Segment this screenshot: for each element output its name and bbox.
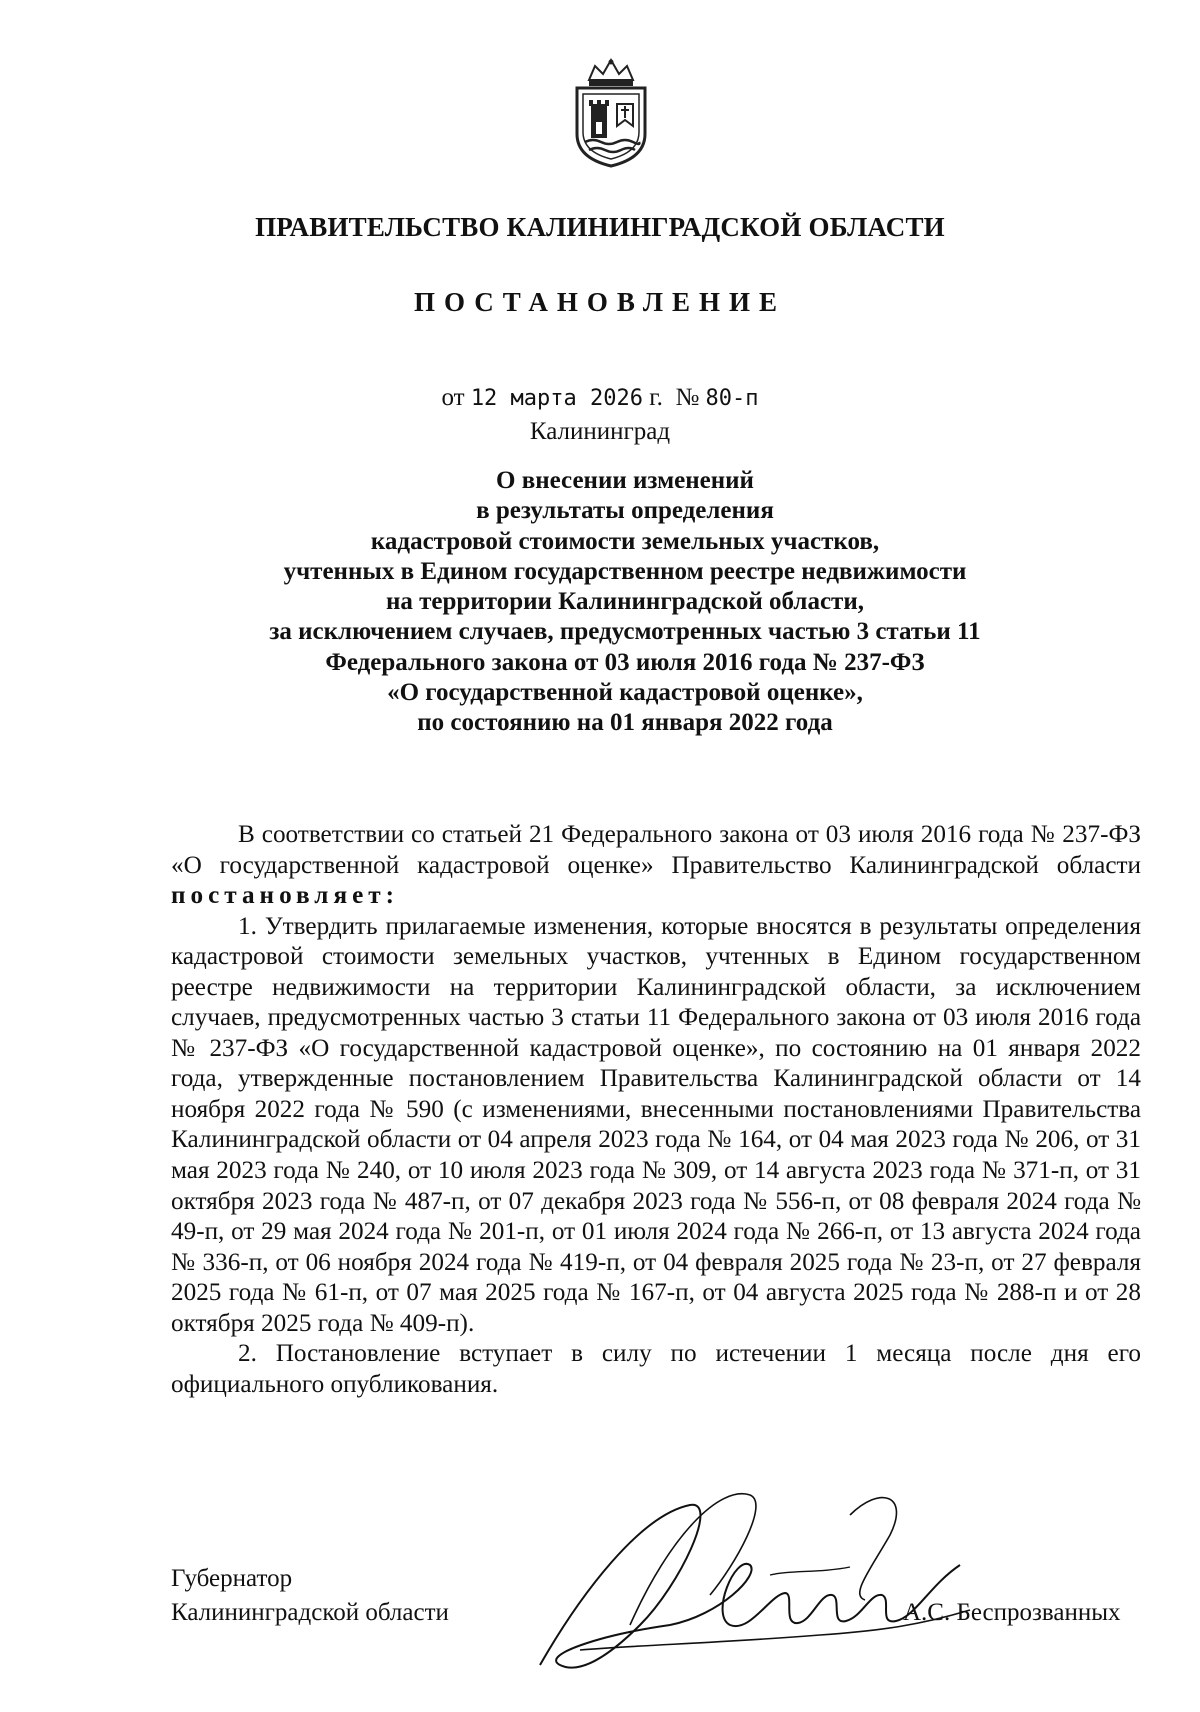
handwritten-signature xyxy=(520,1475,980,1685)
year-suffix: г. xyxy=(649,384,663,411)
item-2-paragraph: 2. Постановление вступает в силу по истечении 1 месяца после дня его официального опубликования. xyxy=(171,1340,1141,1398)
title-line: учтенных в Едином государственном реестре недвижимости xyxy=(283,557,967,585)
title-line: по состоянию на 01 января 2022 года xyxy=(417,709,833,737)
date-number-line xyxy=(0,384,1200,412)
position-line: Губернатор xyxy=(171,1565,293,1592)
date-prefix: от xyxy=(441,384,465,411)
position-line: Калининградской области xyxy=(171,1599,449,1626)
title-line: за исключением случаев, предусмотренных частью 3 статьи 11 xyxy=(269,618,981,646)
title-line: О внесении изменений xyxy=(496,467,754,494)
title-line: в результаты определения xyxy=(476,497,774,525)
signatory-name: А.С. Беспрозванных xyxy=(903,1599,1121,1626)
title-line: кадастровой стоимости земельных участков, xyxy=(370,527,880,555)
signatory-position xyxy=(171,1562,449,1630)
title-line: «О государственной кадастровой оценке», xyxy=(387,679,863,707)
document-date: 12 марта 2026 xyxy=(470,386,643,411)
city: Калининград xyxy=(529,418,671,445)
item-1-paragraph: 1. Утвердить прилагаемые изменения, которые вносятся в результаты определения кадастровой стоимости земельных участков, учтенных в Едином государственном реестре недвижимости на территории Калининградской области, за исключением случаев, предусмотренных частью 3 статьи 11 Федерального закона от 03 июля 2016 года № 237-ФЗ «О государственной кадастровой оценке», по состоянию на 01 января 2022 года, утвержденные постановлением Правительства Калининградской области от 14 ноября 2022 года № 590 (с изменениями, внесенными постановлениями Правительства Калининградской области от 04 апреля 2023 года № 164, от 04 мая 2023 года № 206, от 31 мая 2023 года № 240, от 10 июля 2023 года № 309, от 14 августа 2023 года № 371-п, от 31 октября 2023 года № 487-п, от 07 декабря 2023 года № 556-п, от 08 февраля 2024 года № 49-п, от 29 мая 2024 года № 201-п, от 01 июля 2024 года № 266-п, от 13 августа 2024 года № 336-п, от 06 ноября 2024 года № 419-п, от 04 февраля 2025 года № 23-п, от 27 февраля 2025 года № 61-п, от 07 мая 2025 года № 167-п, от 04 августа 2025 года № 288-п и от 28 октября 2025 года № 409-п). xyxy=(171,912,1141,1337)
kaliningrad-coat-of-arms-icon xyxy=(567,56,655,168)
preamble-text: В соответствии со статьей 21 Федерального закона от 03 июля 2016 года № 237-ФЗ «О государственной кадастровой оценке» Правительство Калининградской области xyxy=(171,821,1141,879)
title-line: на территории Калининградской области, xyxy=(386,588,864,616)
organization-name: ПРАВИТЕЛЬСТВО КАЛИНИНГРАДСКОЙ ОБЛАСТИ xyxy=(255,212,945,242)
number-prefix: № xyxy=(675,384,700,411)
decree-word: постановляет: xyxy=(171,882,400,910)
preamble-paragraph xyxy=(171,820,1141,912)
document-type: ПОСТАНОВЛЕНИЕ xyxy=(413,287,787,317)
document-title xyxy=(150,466,1100,739)
document-number: 80-п xyxy=(705,386,759,411)
title-line: Федерального закона от 03 июля 2016 года № 237-ФЗ xyxy=(325,648,925,676)
document-body xyxy=(171,820,1141,1400)
